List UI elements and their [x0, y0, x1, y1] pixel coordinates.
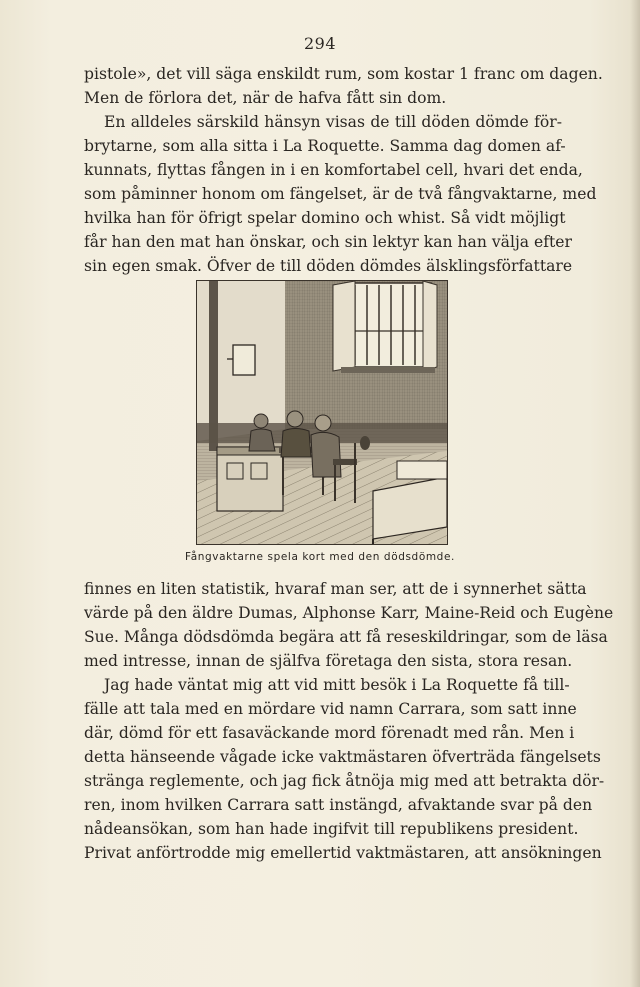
text-line: Sue. Många dödsdömda begära att få reseskildringar, som de läsa	[84, 628, 608, 646]
text-line: Men de förlora det, när de hafva fått sin dom.	[84, 89, 447, 107]
prison-cell-illustration	[196, 280, 448, 545]
text-line: sin egen smak. Öfver de till döden dömdes älsklingsförfattare	[84, 257, 573, 275]
text-line: pistole», det vill säga enskildt rum, som kostar 1 franc om dagen.	[84, 65, 603, 83]
page-number: 294	[303, 34, 337, 53]
text-line: Privat anförtrodde mig emellertid vaktmästaren, att ansökningen	[84, 844, 602, 862]
text-line: får han den mat han önskar, och sin lektyr kan han välja efter	[84, 233, 572, 251]
illustration-drawing	[197, 281, 447, 544]
page-edge-shadow	[630, 0, 640, 987]
text-line: som påminner honom om fängelset, är de två fångvaktarne, med	[84, 185, 597, 203]
text-block-bottom	[84, 577, 614, 865]
text-block-top	[84, 62, 603, 278]
illustration-caption: Fångvaktarne spela kort med den dödsdömde.	[185, 551, 455, 563]
text-line: nådeansökan, som han hade ingifvit till republikens president.	[84, 820, 579, 838]
text-line: stränga reglemente, och jag fick åtnöja mig med att betrakta dör-	[84, 772, 605, 790]
text-line: värde på den äldre Dumas, Alphonse Karr, Maine-Reid och Eugène	[84, 604, 614, 622]
text-line: En alldeles särskild hänsyn visas de till döden dömde för-	[104, 113, 562, 131]
text-line: hvilka han för öfrigt spelar domino och whist. Så vidt möjligt	[84, 209, 566, 227]
text-line: kunnats, flyttas fången in i en komfortabel cell, hvari det enda,	[84, 161, 583, 179]
text-line: Jag hade väntat mig att vid mitt besök i La Roquette få till-	[104, 676, 570, 694]
text-line: ren, inom hvilken Carrara satt instängd, afvaktande svar på den	[84, 796, 593, 814]
text-line: fälle att tala med en mördare vid namn Carrara, som satt inne	[84, 700, 577, 718]
text-line: finnes en liten statistik, hvaraf man ser, att de i synnerhet sätta	[84, 580, 587, 598]
text-line: detta hänseende vågade icke vaktmästaren öfverträda fängelsets	[84, 748, 601, 766]
text-line: brytarne, som alla sitta i La Roquette. Samma dag domen af-	[84, 137, 566, 155]
text-line: med intresse, innan de själfva företaga den sista, stora resan.	[84, 652, 573, 670]
text-line: där, dömd för ett fasaväckande mord förenadt med rån. Men i	[84, 724, 575, 742]
